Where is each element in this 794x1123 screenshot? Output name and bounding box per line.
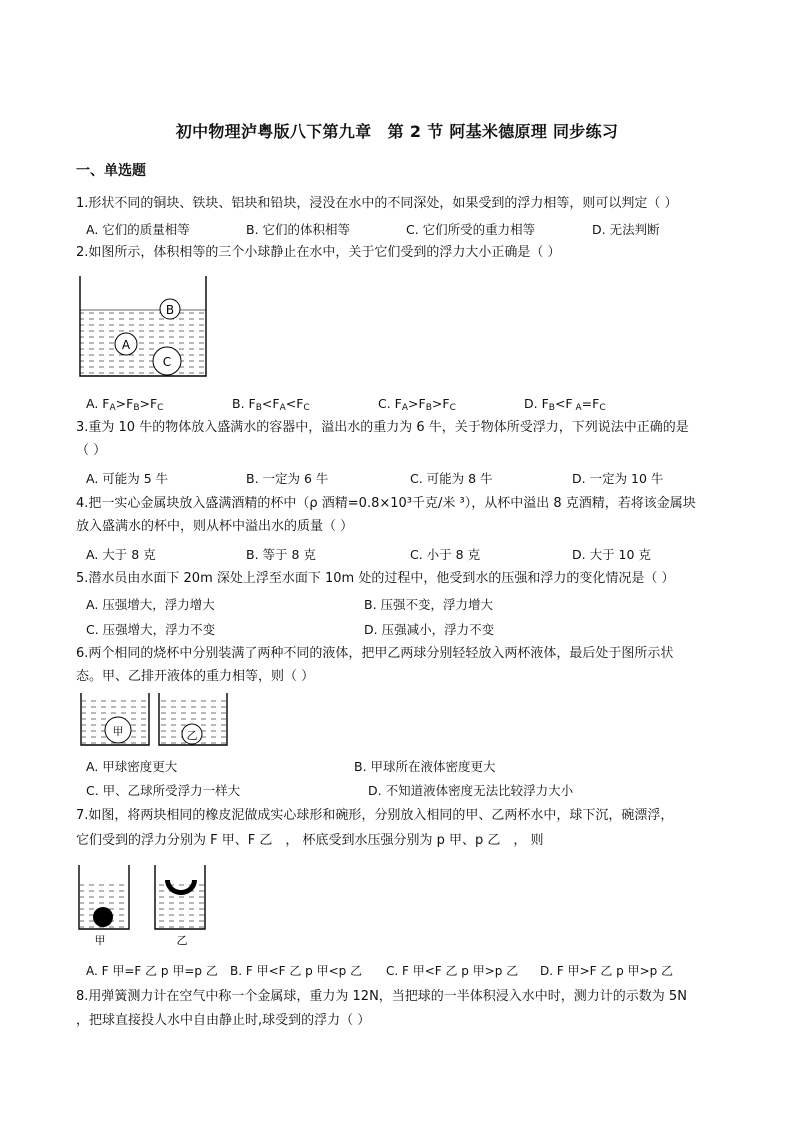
ball-b-label: B (165, 303, 175, 317)
q6-beakers-figure (80, 692, 232, 748)
q2-beaker-figure (78, 274, 210, 380)
q1-option-a: A. 它们的质量相等 (86, 222, 190, 237)
question-2-stem: 2.如图所示，体积相等的三个小球静止在水中，关于它们受到的浮力大小正确是（ ） (76, 245, 561, 260)
ball-a-label: A (121, 338, 131, 352)
ball-yi-label: 乙 (186, 729, 198, 742)
ball-jia-label: 甲 (112, 725, 124, 738)
beaker-yi-label: 乙 (176, 934, 188, 947)
question-8-stem: 8.用弹簧测力计在空气中称一个金属球，重力为 12N，当把球的一半体积浸入水中时，测力计的示数为 5N (76, 989, 687, 1004)
section-heading: 一、单选题 (76, 163, 146, 179)
q7-option-a: A. F 甲=F 乙 p 甲=p 乙 (86, 964, 218, 978)
q5-option-a: A. 压强增大，浮力增大 (86, 597, 215, 612)
q4-option-d: D. 大于 10 克 (572, 547, 651, 562)
q5-option-d: D. 压强减小，浮力不变 (364, 622, 495, 637)
ball-c-label: C (162, 355, 172, 369)
sunk-ball (93, 907, 113, 927)
question-5-stem: 5.潜水员由水面下 20m 深处上浮至水面下 10m 处的过程中，他受到水的压强和浮力的变化情况是（ ） (76, 571, 675, 586)
question-4-stem-cont: 放入盛满水的杯中，则从杯中溢出水的质量（ ） (76, 519, 354, 534)
q1-option-c: C. 它们所受的重力相等 (406, 222, 536, 237)
question-8-stem-cont: ，把球直接投人水中自由静止时,球受到的浮力（ ） (76, 1013, 371, 1028)
q4-option-c: C. 小于 8 克 (410, 547, 481, 562)
question-3-stem: 3.重为 10 牛的物体放入盛满水的容器中，溢出水的重力为 6 牛，关于物体所受浮力，下列说法中正确的是 (76, 420, 689, 435)
q3-option-a: A. 可能为 5 牛 (86, 471, 169, 486)
question-3-stem-cont: （ ） (76, 443, 107, 458)
q4-option-b: B. 等于 8 克 (246, 547, 316, 562)
q6-option-c: C. 甲、乙球所受浮力一样大 (86, 783, 241, 798)
q3-option-b: B. 一定为 6 牛 (246, 471, 329, 486)
question-7-stem-cont: 它们受到的浮力分别为 F 甲、F 乙 ， 杯底受到水压强分别为 p 甲、p 乙 ， 则 (76, 833, 544, 848)
q2-option-a: A. $F_A>F_B>F_C$ (86, 396, 164, 413)
q7-option-c: C. F 甲<F 乙 p 甲>p 乙 (386, 964, 519, 978)
question-1-stem: 1.形状不同的铜块、铁块、铝块和铅块，浸没在水中的不同深处，如果受到的浮力相等，则可以判定（ ） (76, 196, 678, 211)
q4-option-a: A. 大于 8 克 (86, 547, 156, 562)
q1-option-d: D. 无法判断 (592, 222, 660, 237)
q5-option-c: C. 压强增大，浮力不变 (86, 622, 216, 637)
page-title: 初中物理泸粤版八下第九章 第 2 节 阿基米德原理 同步练习 (175, 122, 619, 141)
q2-option-c: C. $F_A>F_B>F_C$ (378, 396, 456, 413)
question-6-stem: 6.两个相同的烧杯中分别装满了两种不同的液体，把甲乙两球分别轻轻放入两杯液体，最后处于图所示状 (76, 646, 674, 661)
q6-option-b: B. 甲球所在液体密度更大 (354, 759, 496, 774)
question-4-stem: 4.把一实心金属块放入盛满酒精的杯中（ρ 酒精=0.8×10³千克/米 ³），从杯中溢出 8 克酒精，若将该金属块 (76, 496, 696, 511)
beaker-jia-label: 甲 (94, 934, 106, 947)
q3-option-c: C. 可能为 8 牛 (410, 471, 493, 486)
question-7-stem: 7.如图，将两块相同的橡皮泥做成实心球形和碗形，分别放入相同的甲、乙两杯水中，球下沉，碗漂浮， (76, 808, 674, 823)
q1-option-b: B. 它们的体积相等 (246, 222, 351, 237)
q3-option-d: D. 一定为 10 牛 (572, 471, 664, 486)
q6-option-a: A. 甲球密度更大 (86, 759, 178, 774)
q7-option-d: D. F 甲>F 乙 p 甲>p 乙 (540, 964, 674, 978)
q5-option-b: B. 压强不变，浮力增大 (364, 597, 494, 612)
q2-option-d: D. $F_B<F$ $_A=F_C$ (524, 396, 606, 413)
q6-option-d: D. 不知道液体密度无法比较浮力大小 (368, 783, 574, 798)
q7-option-b: B. F 甲<F 乙 p 甲<p 乙 (230, 964, 363, 978)
question-6-stem-cont: 态。甲、乙排开液体的重力相等，则（ ） (76, 669, 315, 684)
q7-beakers-figure (78, 864, 218, 950)
q2-option-b: B. $F_B<F_A<F_C$ (232, 396, 310, 413)
